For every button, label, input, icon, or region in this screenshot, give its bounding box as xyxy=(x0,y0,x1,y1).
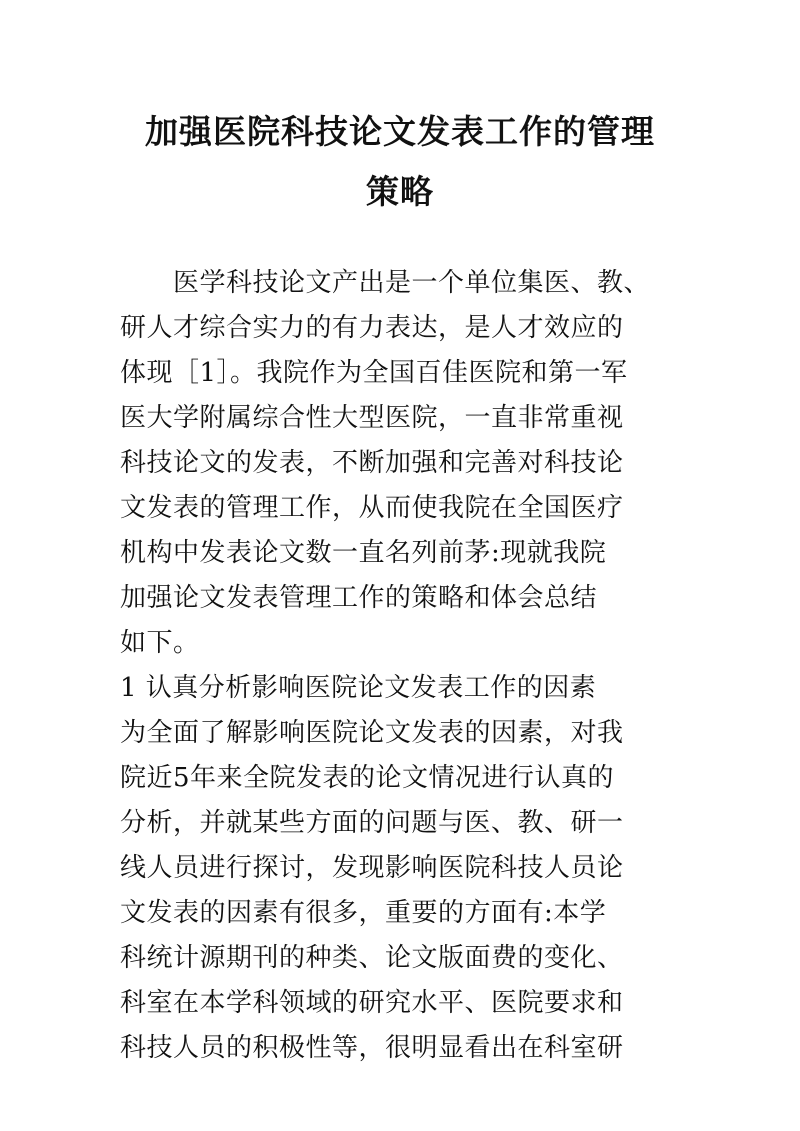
paragraph-line: 分析，并就某些方面的问题与医、教、研一 xyxy=(120,808,624,838)
paragraph-line: 科技论文的发表，不断加强和完善对科技论 xyxy=(120,448,624,478)
paragraph-line: 文发表的管理工作，从而使我院在全国医疗 xyxy=(120,493,624,523)
paragraph-line: 医大学附属综合性大型医院，一直非常重视 xyxy=(120,403,624,433)
paragraph-line: 科技人员的积极性等，很明显看出在科室研 xyxy=(120,1033,624,1063)
paragraph-line: 如下。 xyxy=(120,628,200,658)
paragraph-line: 机构中发表论文数一直名列前茅:现就我院 xyxy=(120,538,607,568)
paragraph-line: 文发表的因素有很多，重要的方面有:本学 xyxy=(120,898,607,928)
document-title-line-2: 策略 xyxy=(366,172,434,211)
paragraph-line: 科统计源期刊的种类、论文版面费的变化、 xyxy=(120,943,624,973)
paragraph-line: 科室在本学科领域的研究水平、医院要求和 xyxy=(120,988,624,1018)
paragraph-line: 医学科技论文产出是一个单位集医、教、 xyxy=(120,268,651,298)
paragraph-line: 线人员进行探讨，发现影响医院科技人员论 xyxy=(120,853,624,883)
paragraph-line: 研人才综合实力的有力表达，是人才效应的 xyxy=(120,313,624,343)
paragraph-line: 体现［1］。我院作为全国百佳医院和第一军 xyxy=(120,358,628,388)
document-title-line-1: 加强医院科技论文发表工作的管理 xyxy=(145,112,655,151)
section-heading: 1 认真分析影响医院论文发表工作的因素 xyxy=(120,673,597,703)
paragraph-line: 院近5年来全院发表的论文情况进行认真的 xyxy=(120,763,615,793)
paragraph-line: 为全面了解影响医院论文发表的因素，对我 xyxy=(120,718,624,748)
paragraph-line: 加强论文发表管理工作的策略和体会总结 xyxy=(120,583,598,613)
